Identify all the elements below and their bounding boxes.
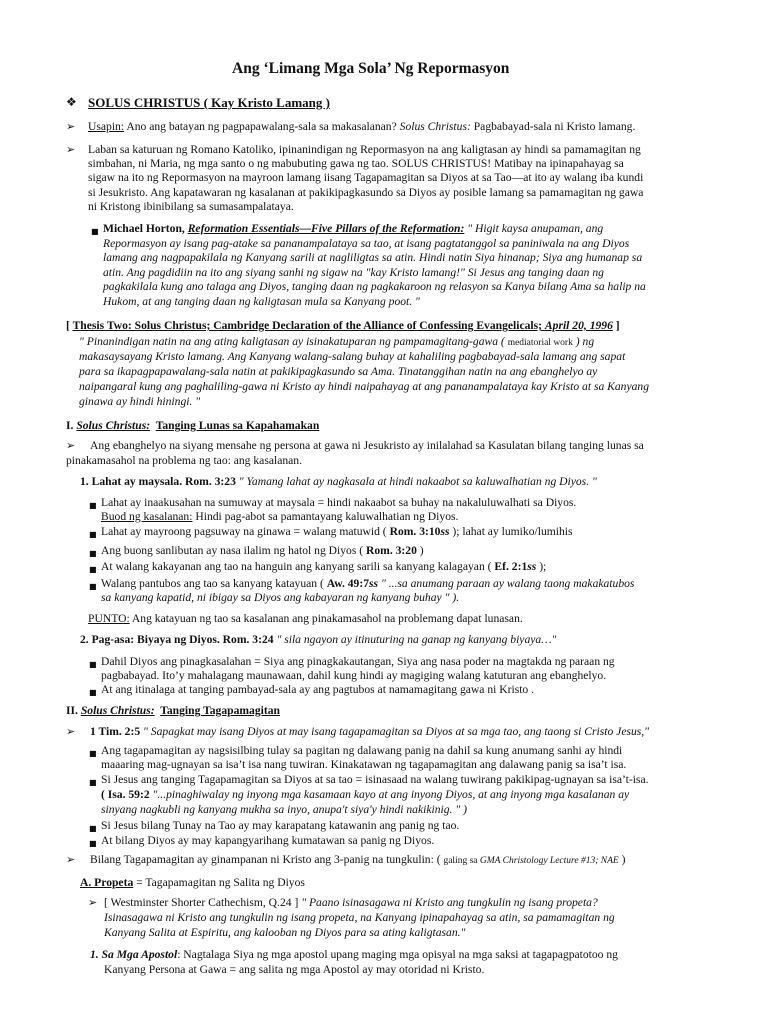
square-bullet-icon: ■ <box>89 501 97 510</box>
thesis-heading <box>66 319 620 333</box>
square-bullet-icon: ■ <box>89 688 97 697</box>
usapin-line <box>88 120 635 134</box>
usapin-italic: Solus Christus: <box>399 120 471 133</box>
bullet-part: Ang buong sanlibutan ay nasa ilalim ng hatol ng Diyos ( <box>101 544 367 557</box>
point-label: 2. Pag-asa: Biyaya ng Diyos. Rom. 3:24 <box>80 633 274 646</box>
square-bullet-icon: ■ <box>89 778 97 787</box>
tri-close: ) <box>618 853 626 866</box>
scripture-ref: Aw. 49:7 <box>326 577 370 590</box>
bullet-text: Lahat ay inaakusahan na sumuway at maysala = hindi nakaabot sa buhay na nakaluluwalhati sa Diyos. <box>101 496 577 509</box>
square-bullet-icon: ■ <box>89 549 97 558</box>
quote-line: para sa ikapagpapawalang-sala natin at pakikipagkasundo sa Ama. Tinatanggihan natin na ang ebanghelyo ay <box>79 365 598 378</box>
tri-text: Bilang Tagapamagitan ay ginampanan ni Kristo ang 3-panig na tungkulin: ( <box>90 853 444 866</box>
arrow-bullet-icon: ➢ <box>88 896 98 909</box>
paragraph-line: simbahan, ni Maria, ng mga santo o ng mabubuting gawa ng tao. SOLUS CHRISTUS! Matibay na ipinapahayag sa <box>88 157 624 170</box>
bullet-text: At bilang Diyos ay may kapangyarihang kumatawan sa panig ng Diyos. <box>101 834 435 847</box>
paragraph-line: Ang ebanghelyo na siyang mensahe ng persona at gawa ni Jesukristo ay inilalahad sa Kasulatan bilang tanging lunas sa <box>90 439 644 452</box>
bullet-text: Si Jesus ang tanging Tagapamagitan sa Diyos at sa tao = isinasaad na walang tuwirang pakikipag-ugnayan sa isa’t-isa. <box>101 773 649 786</box>
scripture-ref: Ef. 2:1 <box>494 560 528 573</box>
punto-label: PUNTO: <box>88 612 130 625</box>
quote-line: pagkakilala kung ano talaga ang Diyos, tanging daan ng pagkakaroon ng relasyon sa Kanya bilang Ama sa halip na <box>103 280 646 293</box>
buod-label: Buod ng kasalanan: <box>101 510 193 523</box>
bullet-text: At ang itinalaga at tanging pambayad-sala ay ang pagtubos at namamagitang gawa ni Kristo . <box>101 683 535 696</box>
quote-part: " Pinanindigan natin na ang ating kaligtasan ay isinakatuparan ng pampamagitang-gawa ( <box>79 335 508 348</box>
quote-line: lamang ang nagpapakilala ng Kanyang sarili at nagliligtas sa atin. Hindi natin Siya hinanap; Siya ang humanap sa <box>103 251 643 264</box>
apostol-label: 1. Sa Mga Apostol <box>90 948 178 961</box>
point-1 <box>80 475 597 489</box>
square-bullet-icon: ■ <box>89 530 97 539</box>
diamond-bullet-icon: ❖ <box>66 95 77 109</box>
arrow-bullet-icon: ➢ <box>66 120 76 133</box>
bullet-part: ) <box>416 544 424 557</box>
punto-line <box>88 612 523 626</box>
scripture-ss: ss <box>369 577 379 590</box>
page-title: Ang ‘Limang Mga Sola’ Ng Repormasyon <box>232 60 510 77</box>
wsc-ref: [ Westminster Shorter Cathechism, Q.24 ] <box>104 896 302 909</box>
paragraph-line: si Jesukristo. Ang kapatawaran ng kasalanan at pakikipagkasundo sa Diyos ay posible lamang sa pamamagitan ng gawa <box>88 186 644 199</box>
usapin-text2: Pagbabayad-sala ni Kristo lamang. <box>470 120 636 133</box>
tri-line <box>90 853 625 869</box>
section-ii-heading <box>66 704 280 718</box>
bullet-part: Walang pantubos ang tao sa kanyang katayuan ( <box>101 577 327 590</box>
section-number: I. <box>66 419 77 432</box>
buod-text: Hindi pag-abot sa pamantayang kaluwalhatian ng Diyos. <box>192 510 459 523</box>
quote-part: mediatorial work <box>507 338 573 348</box>
square-bullet-icon: ■ <box>89 660 97 669</box>
section-italic: Solus Christus: <box>76 419 151 432</box>
square-bullet-icon: ■ <box>91 227 99 236</box>
wsc-line: Isinasagawa ni Kristo ang tungkulin ng isang propeta, na Kanyang ipinapahayag sa atin, sa pamamagitan ng <box>104 911 615 924</box>
quote-line: makasaysayang Kristo lamang. Ang Kanyang walang-salang buhay at kahaliling pagbabayad-sala lamang ang sapat <box>79 350 626 363</box>
scripture-ss: ss <box>527 560 537 573</box>
point-label: 1. Lahat ay maysala. Rom. 3:23 <box>80 475 236 488</box>
point-2 <box>80 633 556 647</box>
section-i-heading <box>66 419 319 433</box>
square-bullet-icon: ■ <box>89 565 97 574</box>
section-title: Tanging Lunas sa Kapahamakan <box>155 419 320 432</box>
section-italic: Solus Christus: <box>80 704 155 717</box>
apostol-line <box>90 948 618 962</box>
wsc-line: Kanyang Salita at Espiritu, ang kalooban ng Diyos para sa ating kaligtasan." <box>104 926 466 939</box>
tri-src-italic: GMA Christology Lecture #13; NAE <box>479 856 619 866</box>
horton-line <box>103 222 603 236</box>
bullet-text-cont: sinyang nagkubli ng kanyang mukha sa inyo, anupa't siya'y hindi nakikinig. " ) <box>101 803 467 816</box>
arrow-bullet-icon: ➢ <box>66 725 76 738</box>
square-bullet-icon: ■ <box>89 839 97 848</box>
bullet-part: ); lahat ay lumiko/lumihis <box>449 525 573 538</box>
section-heading: SOLUS CHRISTUS ( Kay Kristo Lamang ) <box>88 95 330 110</box>
horton-book: Reformation Essentials—Five Pillars of the Reformation: <box>187 222 465 235</box>
apostol-text: : Nagtalaga Siya ng mga apostol upang maging mga opisyal na mga saksi at tagapagpatotoo ng <box>177 948 618 961</box>
bullet-part: ); <box>536 560 547 573</box>
bullet-text: pagbabayad. Ito’y mahalagang maunawaan, dahil kung hindi ay magiging walang katuturan ang ebanghelyo. <box>101 669 607 682</box>
tim-quote: " Sapagkat may isang Diyos at may isang tagapamagitan sa Diyos at sa mga tao, ang taong si Cristo Jesus," <box>140 725 650 738</box>
bullet-text-cont: sa kanyang kapatid, ni ibigay sa Diyos ang kabayaran ng kanyang buhay " ). <box>101 591 460 604</box>
bullet-text <box>101 525 573 539</box>
section-title: Tanging Tagapamagitan <box>160 704 280 717</box>
wsc-line <box>104 896 598 910</box>
usapin-text: Ano ang batayan ng pagpapawalang-sala sa makasalanan? <box>124 120 400 133</box>
section-number: II. <box>66 704 81 717</box>
propeta-label: A. Propeta <box>80 876 134 889</box>
bullet-text <box>101 577 634 591</box>
quote-line: ginawa ay hindi hiningi. " <box>79 395 201 408</box>
horton-author: Michael Horton, <box>103 222 188 235</box>
scripture-ref: Rom. 3:10 <box>389 525 441 538</box>
apostol-line: Kanyang Persona at Gawa = ang salita ng mga Apostol ay may otoridad ni Kristo. <box>104 963 485 976</box>
bullet-text <box>101 560 546 574</box>
bullet-part: Lahat ay mayroong pagsuway na ginawa = walang matuwid ( <box>101 525 390 538</box>
bullet-quote: "...pinaghiwalay ng inyong mga kasamaan kayo at ang inyong Diyos, at ang inyong mga kasalanan ay <box>149 788 630 801</box>
propeta-text: = Tagapamagitan ng Salita ng Diyos <box>133 876 305 889</box>
bullet-text: Ang tagapamagitan ay nagsisilbing tulay sa pagitan ng dalawang panig na dahil sa kung anumang sanhi ay hindi <box>101 744 623 757</box>
arrow-bullet-icon: ➢ <box>66 853 76 866</box>
paragraph-line: pinakamasahol na problema ng tao: ang kasalanan. <box>66 454 302 467</box>
propeta-line <box>80 876 305 890</box>
thesis-date: April 20, 1996 <box>544 319 613 332</box>
paragraph-line: Laban sa katuruan ng Romano Katoliko, ipinanindigan ng Repormasyon na ang kaligtasan ay hindi sa pamamagitan ng <box>88 143 641 156</box>
paragraph-line: ni Kristong ibinibilang sa sumasampalataya. <box>88 200 294 213</box>
usapin-label: Usapin: <box>88 120 125 133</box>
bracket-close: ] <box>612 319 620 332</box>
tri-src: galing sa <box>443 856 480 866</box>
arrow-bullet-icon: ➢ <box>66 439 76 452</box>
tim-line <box>90 725 649 739</box>
bullet-part: " ...sa anumang paraan ay walang taong makakatubos <box>378 577 635 590</box>
quote-line: " Higit kaysa anupaman, ang <box>464 222 604 235</box>
quote-line: Hukom, at ang tanging daan ng kaligtasan mula sa Kanyang poot. " <box>103 295 420 308</box>
thesis-quote-line <box>79 335 594 351</box>
point-quote: " Yamang lahat ay nagkasala at hindi nakaabot sa kaluwalhatian ng Diyos. " <box>235 475 597 488</box>
paragraph-line: sigaw na ito ng Repormasyon na mayroon lamang iisang Tagapamagitan sa Diyos at sa Tao—at ito ay walang iba kundi <box>88 171 644 184</box>
bullet-text <box>101 544 424 558</box>
square-bullet-icon: ■ <box>89 749 97 758</box>
bullet-part: At walang kakayanan ang tao na hanguin ang kanyang sarili sa kanyang kalagayan ( <box>101 560 495 573</box>
arrow-bullet-icon: ➢ <box>66 143 76 156</box>
square-bullet-icon: ■ <box>89 582 97 591</box>
scripture-ref: Rom. 3:20 <box>366 544 417 557</box>
point-quote: " sila ngayon ay itinuturing na ganap ng kanyang biyaya…" <box>273 633 557 646</box>
bullet-text: Si Jesus bilang Tunay na Tao ay may karapatang katawanin ang panig ng tao. <box>101 819 460 832</box>
scripture-ref: ( Isa. 59:2 <box>101 788 150 801</box>
bullet-text: maaaring mag-ugnayan sa isa’t isa nang tuwiran. Kinakatawan ng tagapamagitan ang dalawang panig sa isa’t isa. <box>101 758 627 771</box>
punto-text: Ang katayuan ng tao sa kasalanan ang pinakamasahol na problemang dapat lunasan. <box>129 612 523 625</box>
thesis-text: Thesis Two: Solus Christus; Cambridge Declaration of the Alliance of Confessing Evangelicals; <box>72 319 545 332</box>
bracket-open: [ <box>66 319 73 332</box>
quote-line: atin. Ang pagdidiin na ito ang siyang sanhi ng sigaw na "kay Kristo lamang!" Si Jesus ang tanging daan ng <box>103 266 604 279</box>
wsc-quote: " Paano isinasagawa ni Kristo ang tungkulin ng isang propeta? <box>301 896 598 909</box>
scripture-ss: ss <box>440 525 450 538</box>
quote-part: ) ng <box>572 335 595 348</box>
quote-line: Repormasyon ay isang pag-atake sa pananampalataya sa tao, at isang pagtatanggol sa paniniwala na ang Diyos <box>103 237 630 250</box>
quote-line: naipangaral kung ang paghaliling-gawa ni Kristo ay hindi naipahayag at ang pananampalataya kay Kristo at sa Kanyang <box>79 380 650 393</box>
square-bullet-icon: ■ <box>89 824 97 833</box>
bullet-text: Dahil Diyos ang pinagkasalahan = Siya ang pinagkakautangan, Siya ang nasa poder na magtakda ng paraan ng <box>101 655 615 668</box>
bullet-text-cont <box>101 788 629 802</box>
scripture-ref: 1 Tim. 2:5 <box>90 725 141 738</box>
buod-line <box>101 510 458 524</box>
